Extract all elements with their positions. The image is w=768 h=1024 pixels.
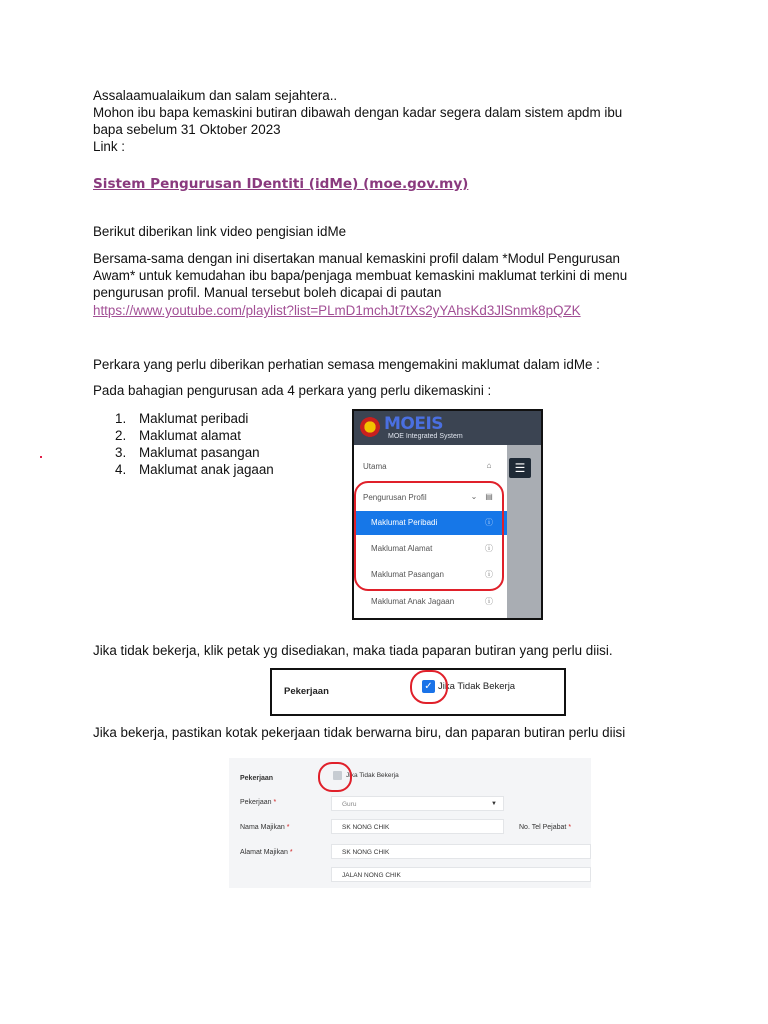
pekerjaan-checked-screenshot — [270, 668, 566, 716]
list-item: 1. Maklumat peribadi — [115, 411, 249, 426]
section-intro: Pada bahagian pengurusan ada 4 perkara yang perlu dikemaskini : — [93, 383, 492, 398]
request-text-1: Mohon ibu bapa kemaskini butiran dibawah dengan kadar segera dalam sistem apdm ibu — [93, 105, 623, 120]
crest-icon — [360, 417, 380, 437]
info-icon: ⓘ — [485, 570, 493, 579]
profile-card-icon: ▤ — [485, 492, 493, 501]
idme-link[interactable]: Sistem Pengurusan IDentiti (idMe) (moe.gov.my) — [93, 176, 469, 192]
list-item: 2. Maklumat alamat — [115, 428, 241, 443]
tel-pejabat-label: No. Tel Pejabat * — [519, 824, 572, 831]
greeting: Assalaamualaikum dan salam sejahtera.. — [93, 88, 338, 103]
checkbox-checked[interactable]: ✓ — [422, 680, 435, 693]
menu-item-maklumat-anak-jagaan[interactable]: Maklumat Anak Jagaan ⓘ — [371, 597, 493, 606]
moeis-menu-screenshot — [352, 409, 543, 620]
not-working-text: Jika tidak bekerja, klik petak yg disediakan, maka tiada paparan butiran yang perlu diisi. — [93, 643, 613, 658]
stray-dot — [40, 456, 42, 458]
list-item: 4. Maklumat anak jagaan — [115, 462, 274, 477]
manual-text-3: pengurusan profil. Manual tersebut boleh dicapai di pautan — [93, 285, 442, 300]
working-text: Jika bekerja, pastikan kotak pekerjaan tidak berwarna biru, dan paparan butiran perlu diisi — [93, 725, 626, 740]
alamat-line-2-field[interactable]: JALAN NONG CHIK — [331, 867, 591, 882]
request-text-2: bapa sebelum 31 Oktober 2023 — [93, 122, 281, 137]
home-icon: ⌂ — [486, 461, 492, 470]
menu-item-maklumat-alamat[interactable]: Maklumat Alamat ⓘ — [371, 544, 493, 553]
pekerjaan-select[interactable]: Guru ▼ — [331, 796, 504, 811]
manual-text-1: Bersama-sama dengan ini disertakan manual kemaskini profil dalam *Modul Pengurusan — [93, 251, 620, 266]
menu-item-maklumat-pasangan[interactable]: Maklumat Pasangan ⓘ — [371, 570, 493, 579]
youtube-link[interactable]: https://www.youtube.com/playlist?list=PLmD1mchJt7tXs2yYAhsKd3JlSnmk8pQZK — [93, 303, 581, 318]
nama-majikan-field[interactable]: SK NONG CHIK — [331, 819, 504, 834]
info-icon: ⓘ — [485, 544, 493, 553]
pekerjaan-form-screenshot — [229, 758, 591, 888]
moeis-logo: MOEIS — [384, 414, 444, 434]
pekerjaan-field-label: Pekerjaan * — [240, 799, 277, 806]
nama-majikan-label: Nama Majikan * — [240, 824, 290, 831]
info-icon: ⓘ — [485, 518, 493, 527]
moeis-subtitle: MOE Integrated System — [388, 433, 463, 440]
attention-text: Perkara yang perlu diberikan perhatian semasa mengemakini maklumat dalam idMe : — [93, 357, 600, 372]
highlight-annotation — [318, 762, 352, 792]
menu-item-maklumat-peribadi[interactable]: Maklumat Peribadi ⓘ — [354, 511, 507, 535]
checkbox-label: Jika Tidak Bekerja — [346, 772, 399, 779]
checkbox-label: Jika Tidak Bekerja — [438, 681, 516, 692]
update-list — [115, 410, 274, 478]
info-icon: ⓘ — [485, 597, 493, 606]
pekerjaan-label: Pekerjaan — [284, 686, 329, 697]
chevron-down-icon: ⌄ — [470, 492, 478, 501]
link-label: Link : — [93, 139, 126, 154]
menu-item-utama[interactable]: Utama ⌂ — [354, 455, 507, 479]
menu-item-pengurusan-profil[interactable]: Pengurusan Profil ⌄ ▤ — [363, 492, 493, 502]
list-item: 3. Maklumat pasangan — [115, 445, 260, 460]
manual-text-2: Awam* untuk kemudahan ibu bapa/penjaga membuat kemaskini maklumat terkini di menu — [93, 268, 628, 283]
dropdown-arrow-icon: ▼ — [491, 801, 497, 807]
alamat-line-1-field[interactable]: SK NONG CHIK — [331, 844, 591, 859]
form-section-title: Pekerjaan — [240, 775, 274, 782]
highlight-annotation — [410, 670, 448, 704]
moeis-header — [354, 411, 541, 445]
alamat-majikan-label: Alamat Majikan * — [240, 849, 293, 856]
hamburger-menu-icon[interactable]: ☰ — [509, 458, 531, 478]
highlight-annotation — [354, 481, 504, 591]
video-intro: Berikut diberikan link video pengisian idMe — [93, 224, 347, 239]
